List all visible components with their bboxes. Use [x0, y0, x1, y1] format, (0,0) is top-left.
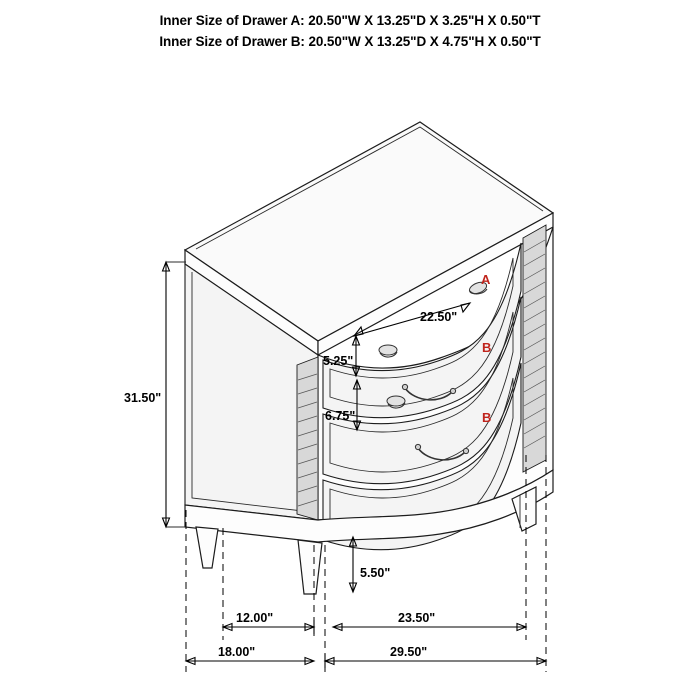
drawer-b-height-label: 6.75": [325, 409, 356, 423]
leg-rear-left: [196, 527, 218, 568]
cabinet-left-column: [297, 357, 318, 520]
drawer-a-height-label: 5.25": [323, 354, 354, 368]
drawer-b-inner-size-text: Inner Size of Drawer B: 20.50"W X 13.25"D X 4.75"H X 0.50"T: [159, 34, 541, 49]
drawer-width-arrow-right: [461, 303, 470, 312]
drawer-width-label: 22.50": [420, 310, 458, 324]
depth-overall-label: 18.00": [218, 645, 256, 659]
leg-height-label: 5.50": [360, 566, 391, 580]
width-overall-label: 29.50": [390, 645, 428, 659]
width-front-label: 23.50": [398, 611, 436, 625]
drawer-b1-handle[interactable]: [379, 345, 397, 357]
drawer-a-label: A: [481, 272, 491, 287]
drawer-b1-label: B: [482, 340, 492, 355]
leg-front-left: [298, 540, 322, 594]
drawer-b2-label: B: [482, 410, 492, 425]
cabinet-group: [185, 122, 553, 594]
drawer-a-inner-size-text: Inner Size of Drawer A: 20.50"W X 13.25"D X 3.25"H X 0.50"T: [159, 13, 541, 28]
height-total-label: 31.50": [124, 391, 162, 405]
drawer-b2-handle[interactable]: [387, 396, 405, 408]
depth-bottom-label: 12.00": [236, 611, 274, 625]
